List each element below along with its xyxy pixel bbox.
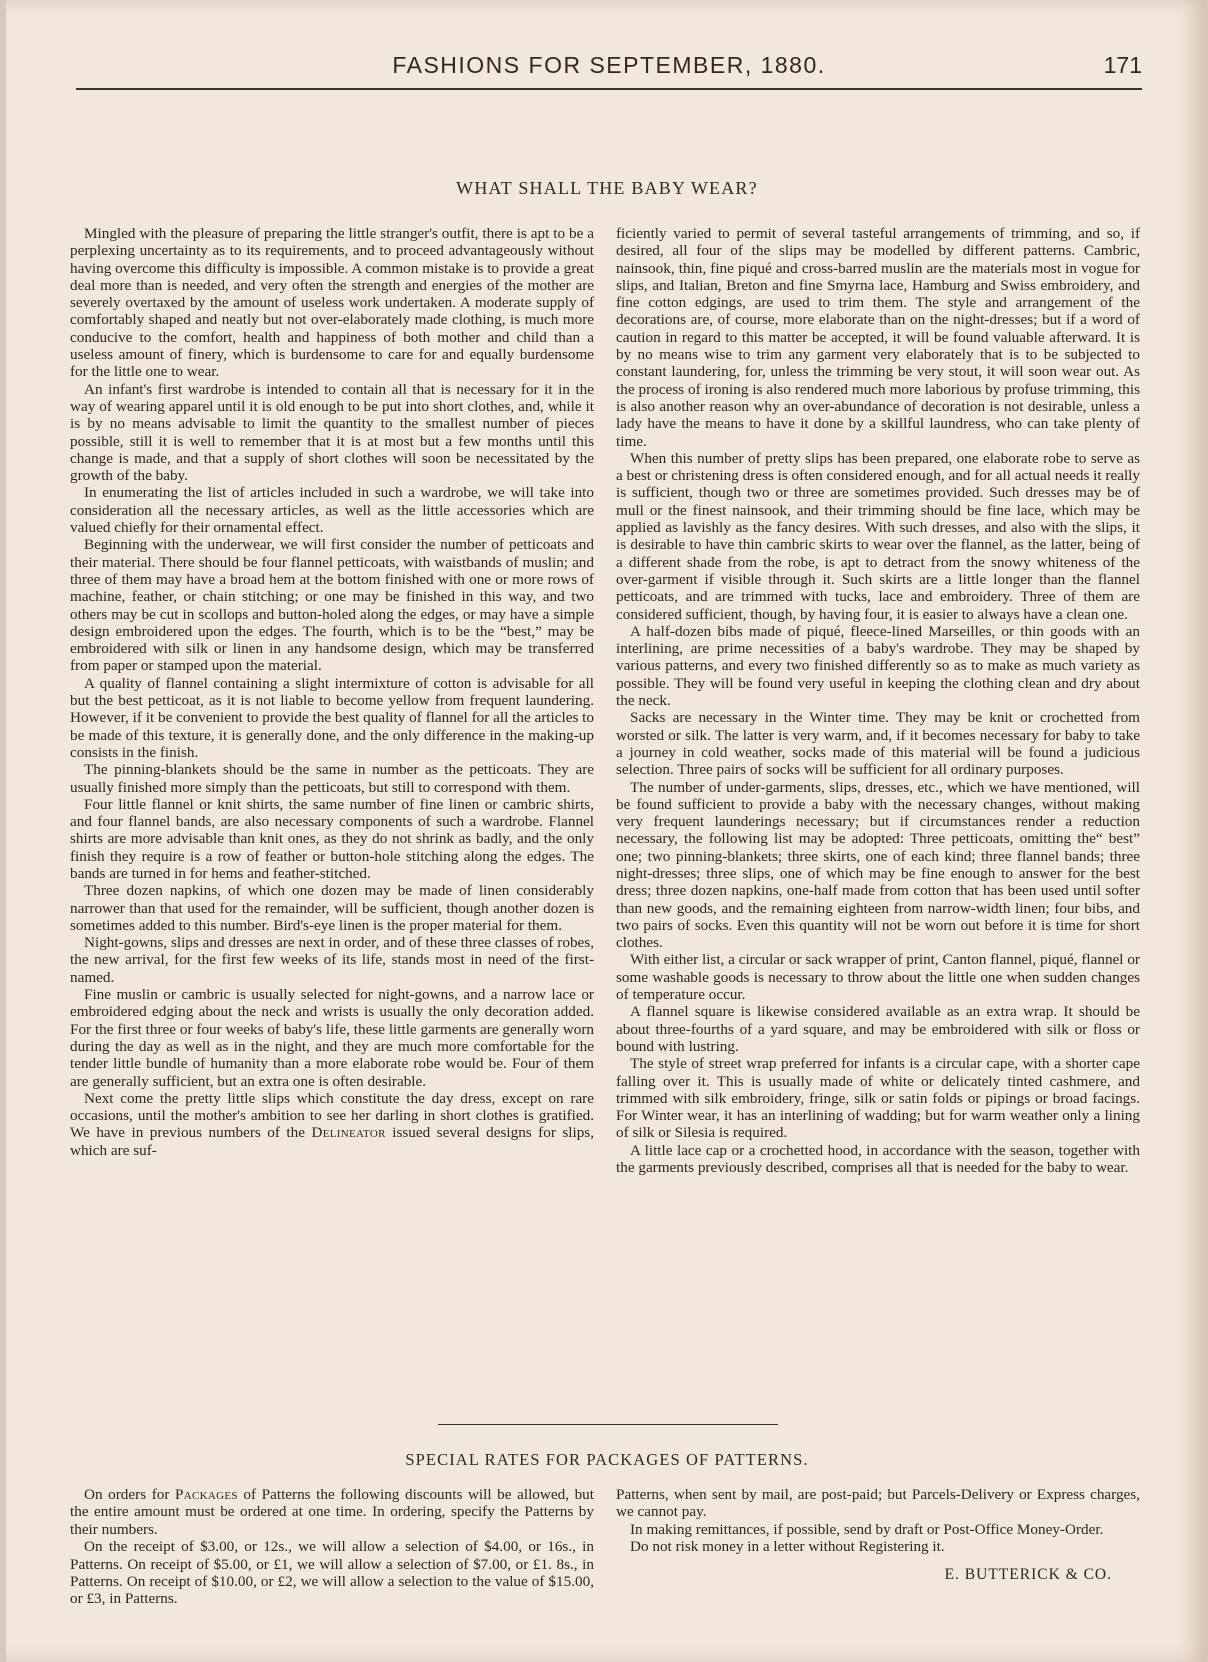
running-title: FASHIONS FOR SEPTEMBER, 1880. <box>392 52 826 78</box>
paragraph <box>70 1486 594 1538</box>
article-title: WHAT SHALL THE BABY WEAR? <box>456 178 758 198</box>
page-header <box>76 48 1142 90</box>
special-rates-right-column <box>616 1486 1140 1606</box>
special-rates-left-column <box>70 1486 594 1606</box>
paragraph: The number of under-garments, slips, dresses, etc., which we have mentioned, will be found sufficient to provide a baby with the necessary changes, without making very frequent launderings necessary; but if circumstances render a reduction necessary, the following list may be adopted: Three petticoats, omitting the“ best” one; two pinning-blankets; three skirts, one of each kind; three flannel bands; three night-dresses; three slips, one of which may be fine enough to answer for the best dress; three dozen napkins, one-half made from cotton that has been used until softer than new goods, and the remaining eighteen from narrow-width linen; four bibs, and two pairs of socks. Even this quantity will not be worn out before it is time for short clothes. <box>616 778 1140 952</box>
paragraph-text: issued several designs for slips, which are suf- <box>70 1124 595 1159</box>
paragraph: Fine muslin or cambric is usually selected for night-gowns, and a narrow lace or embroidered edging about the neck and wrists is usually the only decoration added. For the first three or four weeks of baby's life, these little garments are generally worn during the day as well as in the night, and they are much more comfortable for the tender little bundle of humanity than a more elaborate robe would be. Four of them are generally sufficient, but an extra one is often desirable. <box>70 986 594 1090</box>
paragraph: Patterns, when sent by mail, are post-paid; but Parcels-Delivery or Express charges, we cannot pay. <box>616 1486 1140 1521</box>
paragraph: Do not risk money in a letter without Registering it. <box>630 1538 945 1556</box>
article-body <box>70 225 1140 1395</box>
paragraph: Beginning with the underwear, we will first consider the number of petticoats and their material. There should be four flannel petticoats, with waistbands of muslin; and three of them may have a broad hem at the bottom finished with one or more rows of machine, feather, or chain stitching; or one may be finished in this way, and two others may be cut in scollops and button-holed along the edges, or may have a simple design embroidered upon the edges. The fourth, which is to be the “best,” may be embroidered with silk or linen in any handsome design, which may be transferred from paper or stamped upon the material. <box>70 536 594 675</box>
paragraph: An infant's first wardrobe is intended to contain all that is necessary for it in the way of wearing apparel until it is old enough to be put into short clothes, and, while it is by no means advisable to limit the quantity to the smallest number of pieces possible, still it is well to remember that it is at most but a few months until this change is made, and that a supply of short clothes will soon be necessitated by the growth of the baby. <box>70 380 594 485</box>
paragraph-text: of Patterns the following discounts will be allowed, but the entire amount must be ordered at one time. In ordering, specify the Patterns by their numbers. <box>70 1486 594 1538</box>
article-left-column <box>70 225 594 1395</box>
paragraph: A half-dozen bibs made of piqué, fleece-lined Marseilles, or thin goods with an interlining, are prime necessities of a baby's wardrobe. They may be shaped by various patterns, and every two finished differently so as to make as much variety as possible. They will be found very useful in keeping the clothing clean and dry about the neck. <box>616 622 1140 710</box>
paragraph: The pinning-blankets should be the same in number as the petticoats. They are usually finished more simply than the petticoats, but still to correspond with them. <box>70 761 594 796</box>
section-divider <box>438 1424 778 1425</box>
paragraph: Mingled with the pleasure of preparing the little stranger's outfit, there is apt to be a perplexing uncertainty as to its requirements, and to proceed advantageously without having overcome this difficulty is impossible. A common mistake is to provide a great deal more than is needed, and very often the strength and energies of the mother are severely overtaxed by the amount of useless work undertaken. A moderate supply of comfortably shaped and neatly but not over-elaborately made clothing, is much more conducive to the comfort, health and happiness of both mother and child than a useless amount of finery, which is burdensome to care for and equally burdensome for the little one to wear. <box>70 225 594 381</box>
paragraph: A little lace cap or a crochetted hood, in accordance with the season, together with the garments previously described, comprises all that is needed for the baby to wear. <box>616 1141 1140 1177</box>
paragraph: Three dozen napkins, of which one dozen may be made of linen considerably narrower than that used for the remainder, will be sufficient, though another dozen is sometimes added to this number. Bird's-eye linen is the proper material for them. <box>70 882 594 934</box>
magazine-name: Delineator <box>311 1124 386 1142</box>
paragraph: Four little flannel or knit shirts, the same number of fine linen or cambric shirts, and four flannel bands, are also necessary components of such a wardrobe. Flannel shirts are more advisable than knit ones, as they do not shrink as badly, and the only finish they require is a row of feather or button-hole stitching along the edges. The bands are turned in for hems and feather-stitched. <box>70 795 594 882</box>
packages-term: Packages <box>175 1486 238 1503</box>
paragraph: The style of street wrap preferred for infants is a circular cape, with a shorter cape falling over it. This is usually made of white or delicately tinted cashmere, and trimmed with silk embroidery, fringe, silk or satin folds or pipings or broad facings. For Winter wear, it has an interlining of wadding; but for warm weather only a lining of silk or Silesia is required. <box>616 1055 1140 1142</box>
special-rates-body <box>70 1486 1140 1606</box>
paragraph: When this number of pretty slips has been prepared, one elaborate robe to serve as a best or christening dress is often considered enough, and for all actual needs it really is sufficient, though two or three are sometimes provided. Such dresses may be of mull or the finest nainsook, and their trimming should be fine lace, which may be applied as lavishly as the fancy desires. With such dresses, and also with the slips, it is desirable to have thin cambric skirts to wear over the flannel, as the latter, being of a different shade from the robe, is apt to detract from the snowy whiteness of the over-garment if visible through it. Such skirts are a little longer than the flannel petticoats, and are trimmed with tucks, lace and embroidery. Three of them are considered sufficient, though, by having four, it is easier to always have a clean one. <box>616 449 1140 623</box>
page-number: 171 <box>1103 52 1142 78</box>
paragraph: With either list, a circular or sack wrapper of print, Canton flannel, piqué, flannel or some washable goods is necessary to throw about the little one when sudden changes of temperature occur. <box>616 951 1140 1004</box>
paragraph: On the receipt of $3.00, or 12s., we will allow a selection of $4.00, or 16s., in Patterns. On receipt of $5.00, or £1, we will allow a selection of $7.00, or £1. 8s., in Patterns. On receipt of $10.00, or £2, we will allow a selection to the value of $15.00, or £3, in Patterns. <box>70 1538 594 1608</box>
paragraph-continued <box>70 1090 594 1159</box>
paragraph: In enumerating the list of articles included in such a wardrobe, we will take into consideration all the necessary articles, as well as the little accessories which are valued chiefly for their ornamental effect. <box>70 484 594 537</box>
article-right-column <box>616 225 1140 1395</box>
paragraph: Night-gowns, slips and dresses are next in order, and of these three classes of robes, the new arrival, for the first few weeks of its life, stands most in need of the first-named. <box>70 934 594 986</box>
paragraph: In making remittances, if possible, send by draft or Post-Office Money-Order. <box>630 1520 1104 1538</box>
paragraph: Sacks are necessary in the Winter time. They may be knit or crochetted from worsted or silk. The latter is very warm, and, if it becomes necessary for baby to take a journey in cold weather, socks made of this material will be found a judicious selection. Three pairs of socks will be sufficient for all ordinary purposes. <box>616 709 1140 779</box>
publisher-signature: E. BUTTERICK & CO. <box>944 1565 1112 1583</box>
paragraph: A flannel square is likewise considered available as an extra wrap. It should be about three-fourths of a yard square, and may be embroidered with silk or floss or bound with lustring. <box>616 1003 1140 1055</box>
paragraph-text: Next come the pretty little slips which constitute the day dress, except on rare occasions, until the mother's ambition to see her darling in short clothes is gratified. We have in previous numbers of the <box>70 1089 594 1142</box>
special-rates-title: SPECIAL RATES FOR PACKAGES OF PATTERNS. <box>405 1450 809 1469</box>
paragraph: ficiently varied to permit of several tasteful arrangements of trimming, and so, if desired, all four of the slips may be modelled by different patterns. Cambric, nainsook, thin, fine piqué and cross-barred muslin are the materials most in vogue for slips, and Italian, Breton and fine Smyrna lace, Hamburg and Swiss embroidery, and fine cotton edgings, are used to trim them. The style and arrangement of the decorations are, of course, more elaborate than on the night-dresses; but if a word of caution in regard to this matter be accepted, it will be found valuable afterward. It is by no means wise to trim any garment very elaborately that is to be subjected to constant laundering, for, unless the trimming be very stout, it will soon wear out. As the process of ironing is also rendered much more laborious by profuse trimming, this is also another reason why an over-abundance of decoration is not desirable, unless a lady have the means to have it done by a skillful laundress, who can take plenty of time. <box>616 225 1140 450</box>
paragraph-text: On orders for <box>84 1486 176 1503</box>
paragraph: A quality of flannel containing a slight intermixture of cotton is advisable for all but the best petticoat, as it is not liable to become yellow from frequent laundering. However, if it be convenient to provide the best quality of flannel for all the articles to be made of this texture, it is generally done, and the only difference in the making-up consists in the finish. <box>70 674 594 761</box>
